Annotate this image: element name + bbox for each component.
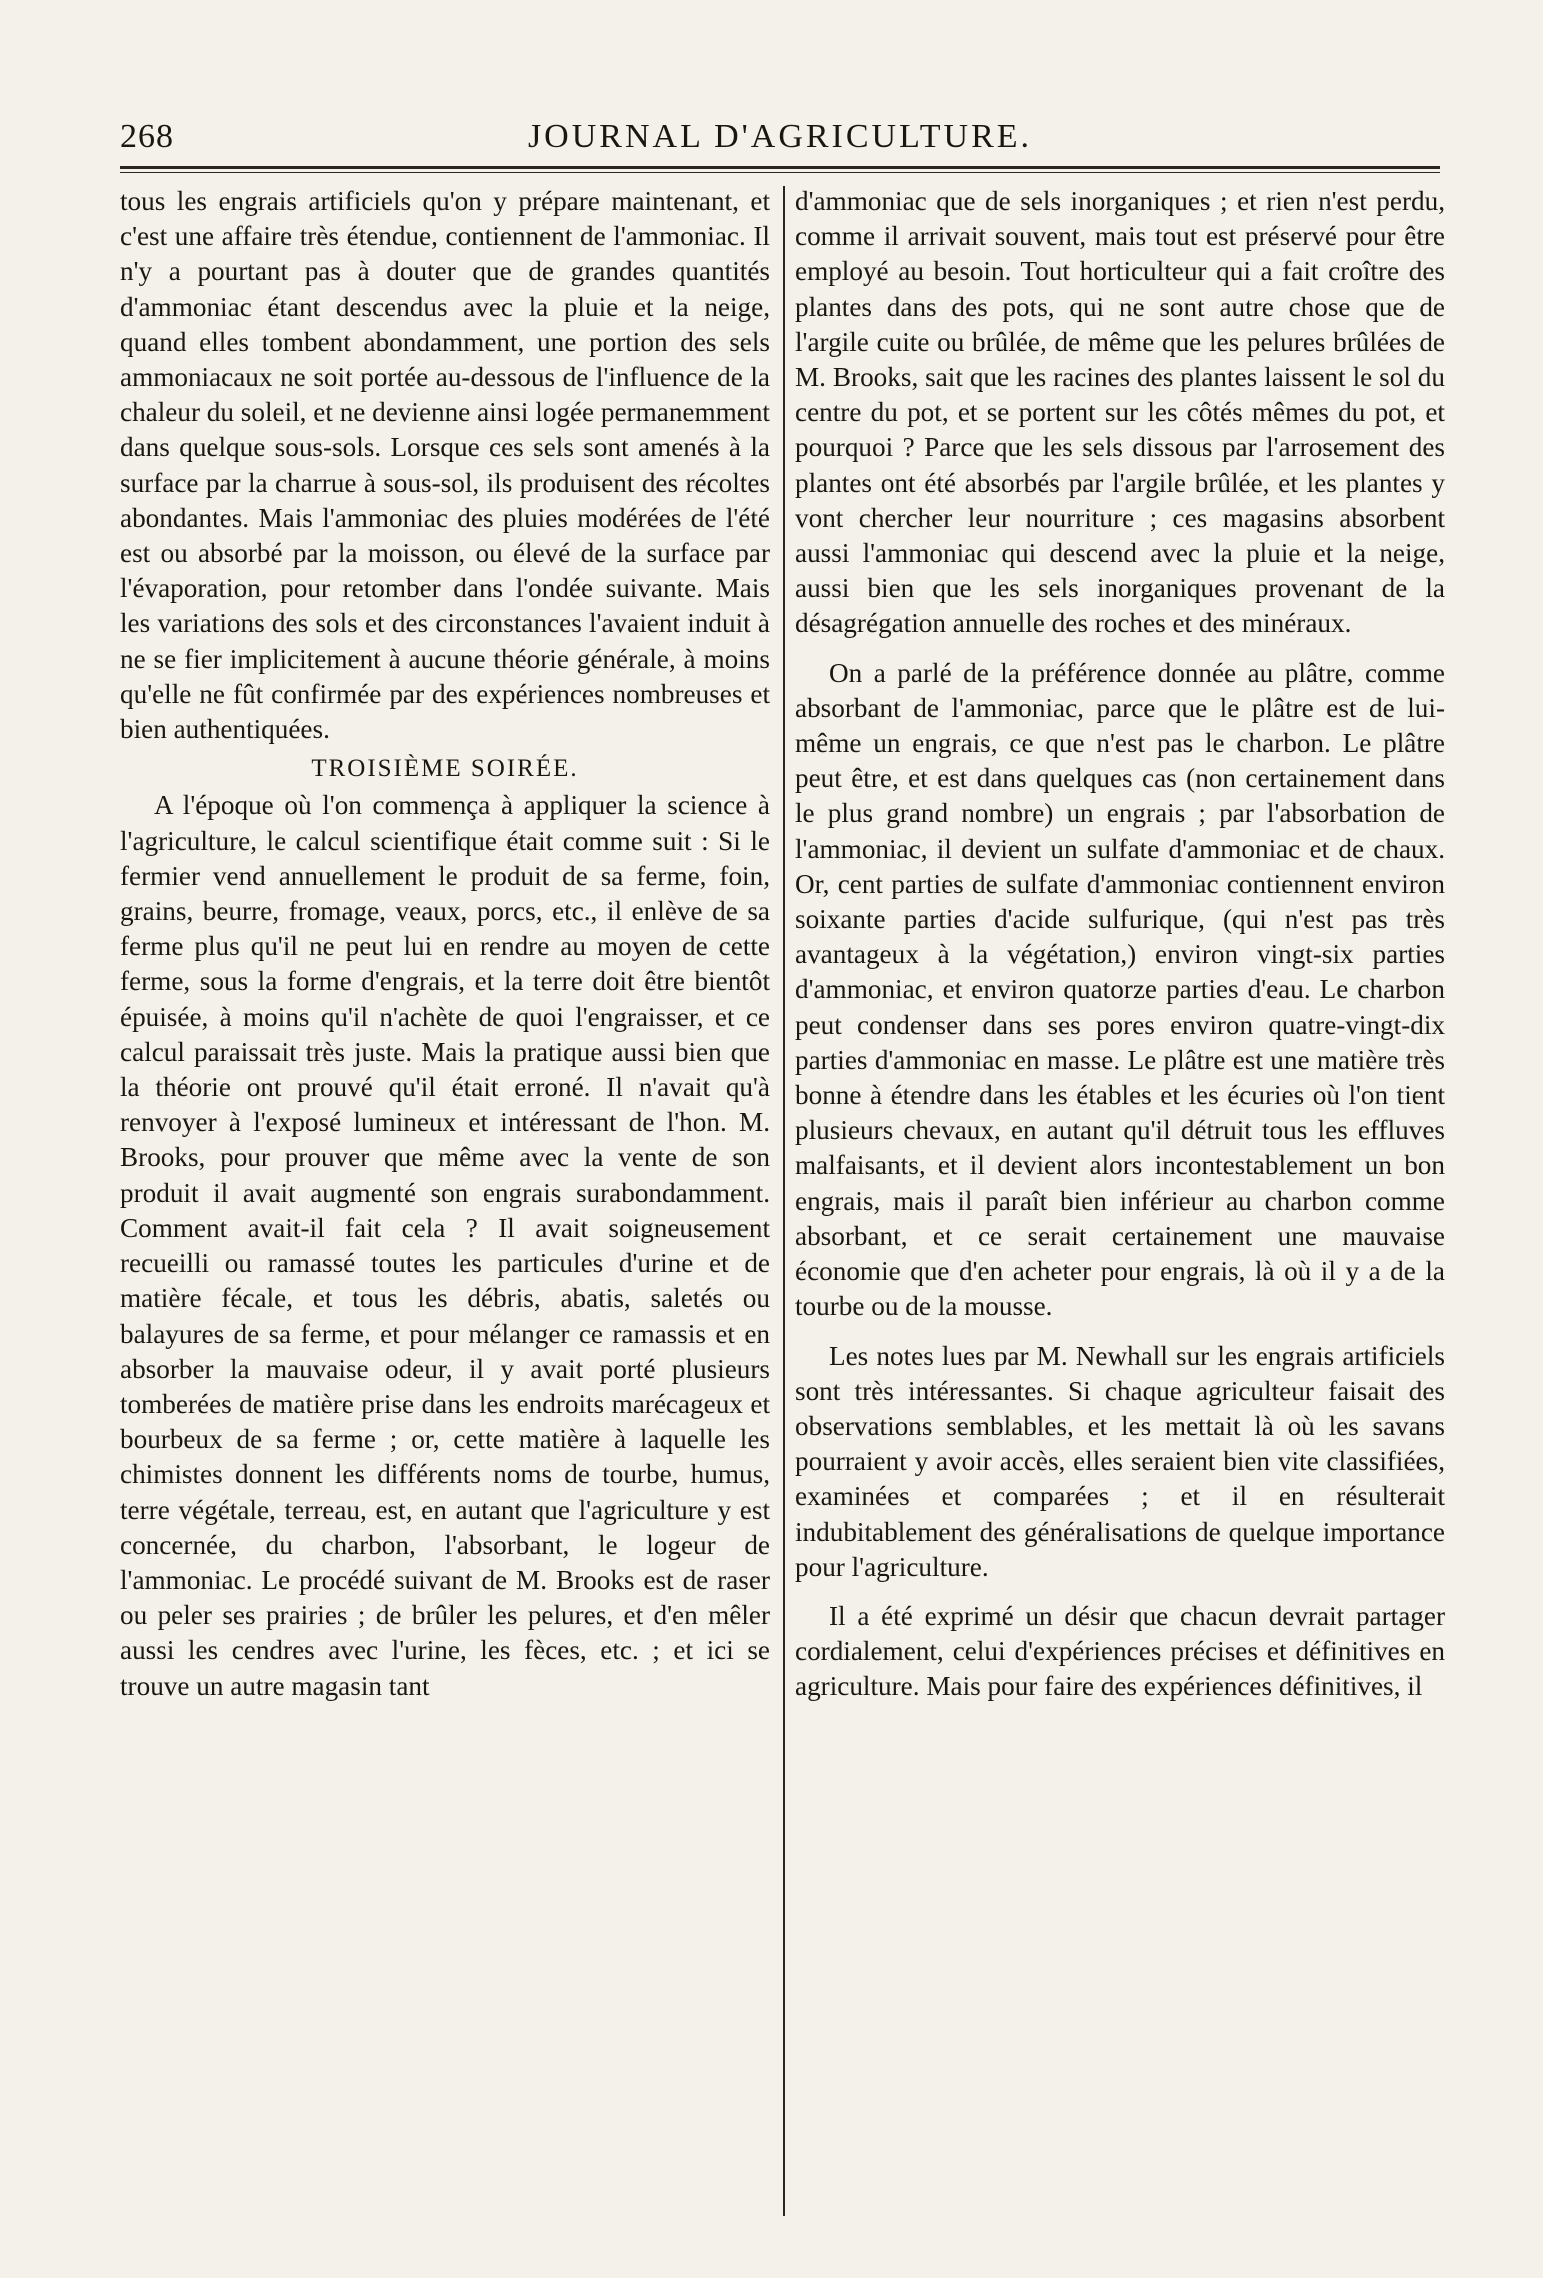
left-paragraph-1: tous les engrais artificiels qu'on y prépare maintenant, et c'est une affaire très étendue, contiennent de l'ammoniac. Il n'y a pourtant pas à douter que de grandes quantités d'ammoniac étant descendus avec la pluie et la neige, quand elles tombent abondamment, une portion des sels ammoniacaux ne soit portée au-dessous de l'influence de la chaleur du soleil, et ne devienne ainsi logée permanemment dans quelque sous-sols. Lorsque ces sels sont amenés à la surface par la charrue à sous-sol, ils produisent des récoltes abondantes. Mais l'ammoniac des pluies modérées de l'été est ou absorbé par la moisson, ou élevé de la surface par l'évaporation, pour retomber dans l'ondée suivante. Mais les variations des sols et des circonstances l'avaient induit à ne se fier implicitement à aucune théorie générale, à moins qu'elle ne fût confirmée par des expériences nombreuses et bien authentiquées. [120, 186, 770, 745]
right-paragraph-1: d'ammoniac que de sels inorganiques ; et rien n'est perdu, comme il arrivait souvent, mais tout est préservé pour être employé au besoin. Tout horticulteur qui a fait croître des plantes dans des pots, qui ne sont autre chose que de l'argile cuite ou brûlée, de même que les pelures brûlées de M. Brooks, sait que les racines des plantes laissent le sol du centre du pot, et se portent sur les côtés mêmes du pot, et pourquoi ? Parce que les sels dissous par l'arrosement des plantes ont été absorbés par l'argile brûlée, et les plantes y vont chercher leur nourriture ; ces magasins absorbent aussi l'ammoniac qui descend avec la pluie et la neige, aussi bien que les sels inorganiques provenant de la désagrégation annuelle des roches et des minéraux. [795, 186, 1445, 639]
column-divider [783, 186, 785, 2216]
left-column [120, 184, 770, 1704]
header-rule [120, 166, 1440, 169]
journal-title: JOURNAL D'AGRICULTURE. [527, 118, 1033, 155]
header-rule-thin [120, 172, 1440, 173]
running-head [120, 112, 1440, 162]
right-paragraph-2: On a parlé de la préférence donnée au plâtre, comme absorbant de l'ammoniac, parce que le plâtre est de lui-même un engrais, ce que n'est pas le charbon. Le plâtre peut être, et est dans quelques cas (non certainement dans le plus grand nombre) un engrais ; par l'absorbation de l'ammoniac, il devient un sulfate d'ammoniac et de chaux. Or, cent parties de sulfate d'ammoniac contiennent environ soixante parties d'acide sulfurique, (qui n'est pas très avantageux à la végétation,) environ vingt-six parties d'ammoniac, et environ quatorze parties d'eau. Le charbon peut condenser dans ses pores environ quatre-vingt-dix parties d'ammoniac en masse. Le plâtre est une matière très bonne à étendre dans les étables et les écuries où l'on tient plusieurs chevaux, en autant qu'il détruit tous les effluves malfaisants, et il devient alors incontestablement un bon engrais, mais il paraît bien inférieur au charbon comme absorbant, et ce serait certainement une mauvaise économie que d'en acheter pour engrais, là où il y a de la tourbe ou de la mousse. [795, 657, 1445, 1322]
left-paragraph-2: A l'époque où l'on commença à appliquer la science à l'agriculture, le calcul scientifique était comme suit : Si le fermier vend annuellement le produit de sa ferme, foin, grains, beurre, fromage, veaux, porcs, etc., il enlève de sa ferme plus qu'il ne peut lui en rendre au moyen de cette ferme, sous la forme d'engrais, et la terre doit être bientôt épuisée, à moins qu'il n'achète de quoi l'engraisser, et ce calcul paraissait très juste. Mais la pratique aussi bien que la théorie ont prouvé qu'il était erroné. Il n'avait qu'à renvoyer à l'exposé lumineux et intéressant de l'hon. M. Brooks, pour prouver que même avec la vente de son produit il avait augmenté son engrais surabondamment. Comment avait-il fait cela ? Il avait soigneusement recueilli ou ramassé toutes les particules d'urine et de matière fécale, et tous les débris, abatis, saletés ou balayures de sa ferme, et pour mélanger ce ramassis et en absorber la mauvaise odeur, il y avait porté plusieurs tomberées de matière prise dans les endroits marécageux et bourbeux de sa ferme ; or, cette matière à laquelle les chimistes donnent les différents noms de tourbe, humus, terre végétale, terreau, est, en autant que l'agriculture y est concernée, du charbon, l'absorbant, le logeur de l'ammoniac. Le procédé suivant de M. Brooks est de raser ou peler ses prairies ; de brûler les pelures, et d'en mêler aussi les cendres avec l'urine, les fèces, etc. ; et ici se trouve un autre magasin tant [120, 790, 770, 1701]
right-paragraph-3: Les notes lues par M. Newhall sur les engrais artificiels sont très intéressantes. Si chaque agriculteur faisait des observations semblables, et les mettait là où les savans pourraient y avoir accès, elles seraient bien vite classifiées, examinées et comparées ; et il en résulterait indubitablement des généralisations de quelque importance pour l'agriculture. [795, 1340, 1445, 1582]
right-column [795, 184, 1445, 1705]
right-paragraph-4: Il a été exprimé un désir que chacun devrait partager cordialement, celui d'expériences précises et définitives en agriculture. Mais pour faire des expériences définitives, il [795, 1600, 1445, 1702]
section-heading: TROISIÈME SOIRÉE. [311, 755, 579, 783]
page-number: 268 [120, 118, 174, 155]
